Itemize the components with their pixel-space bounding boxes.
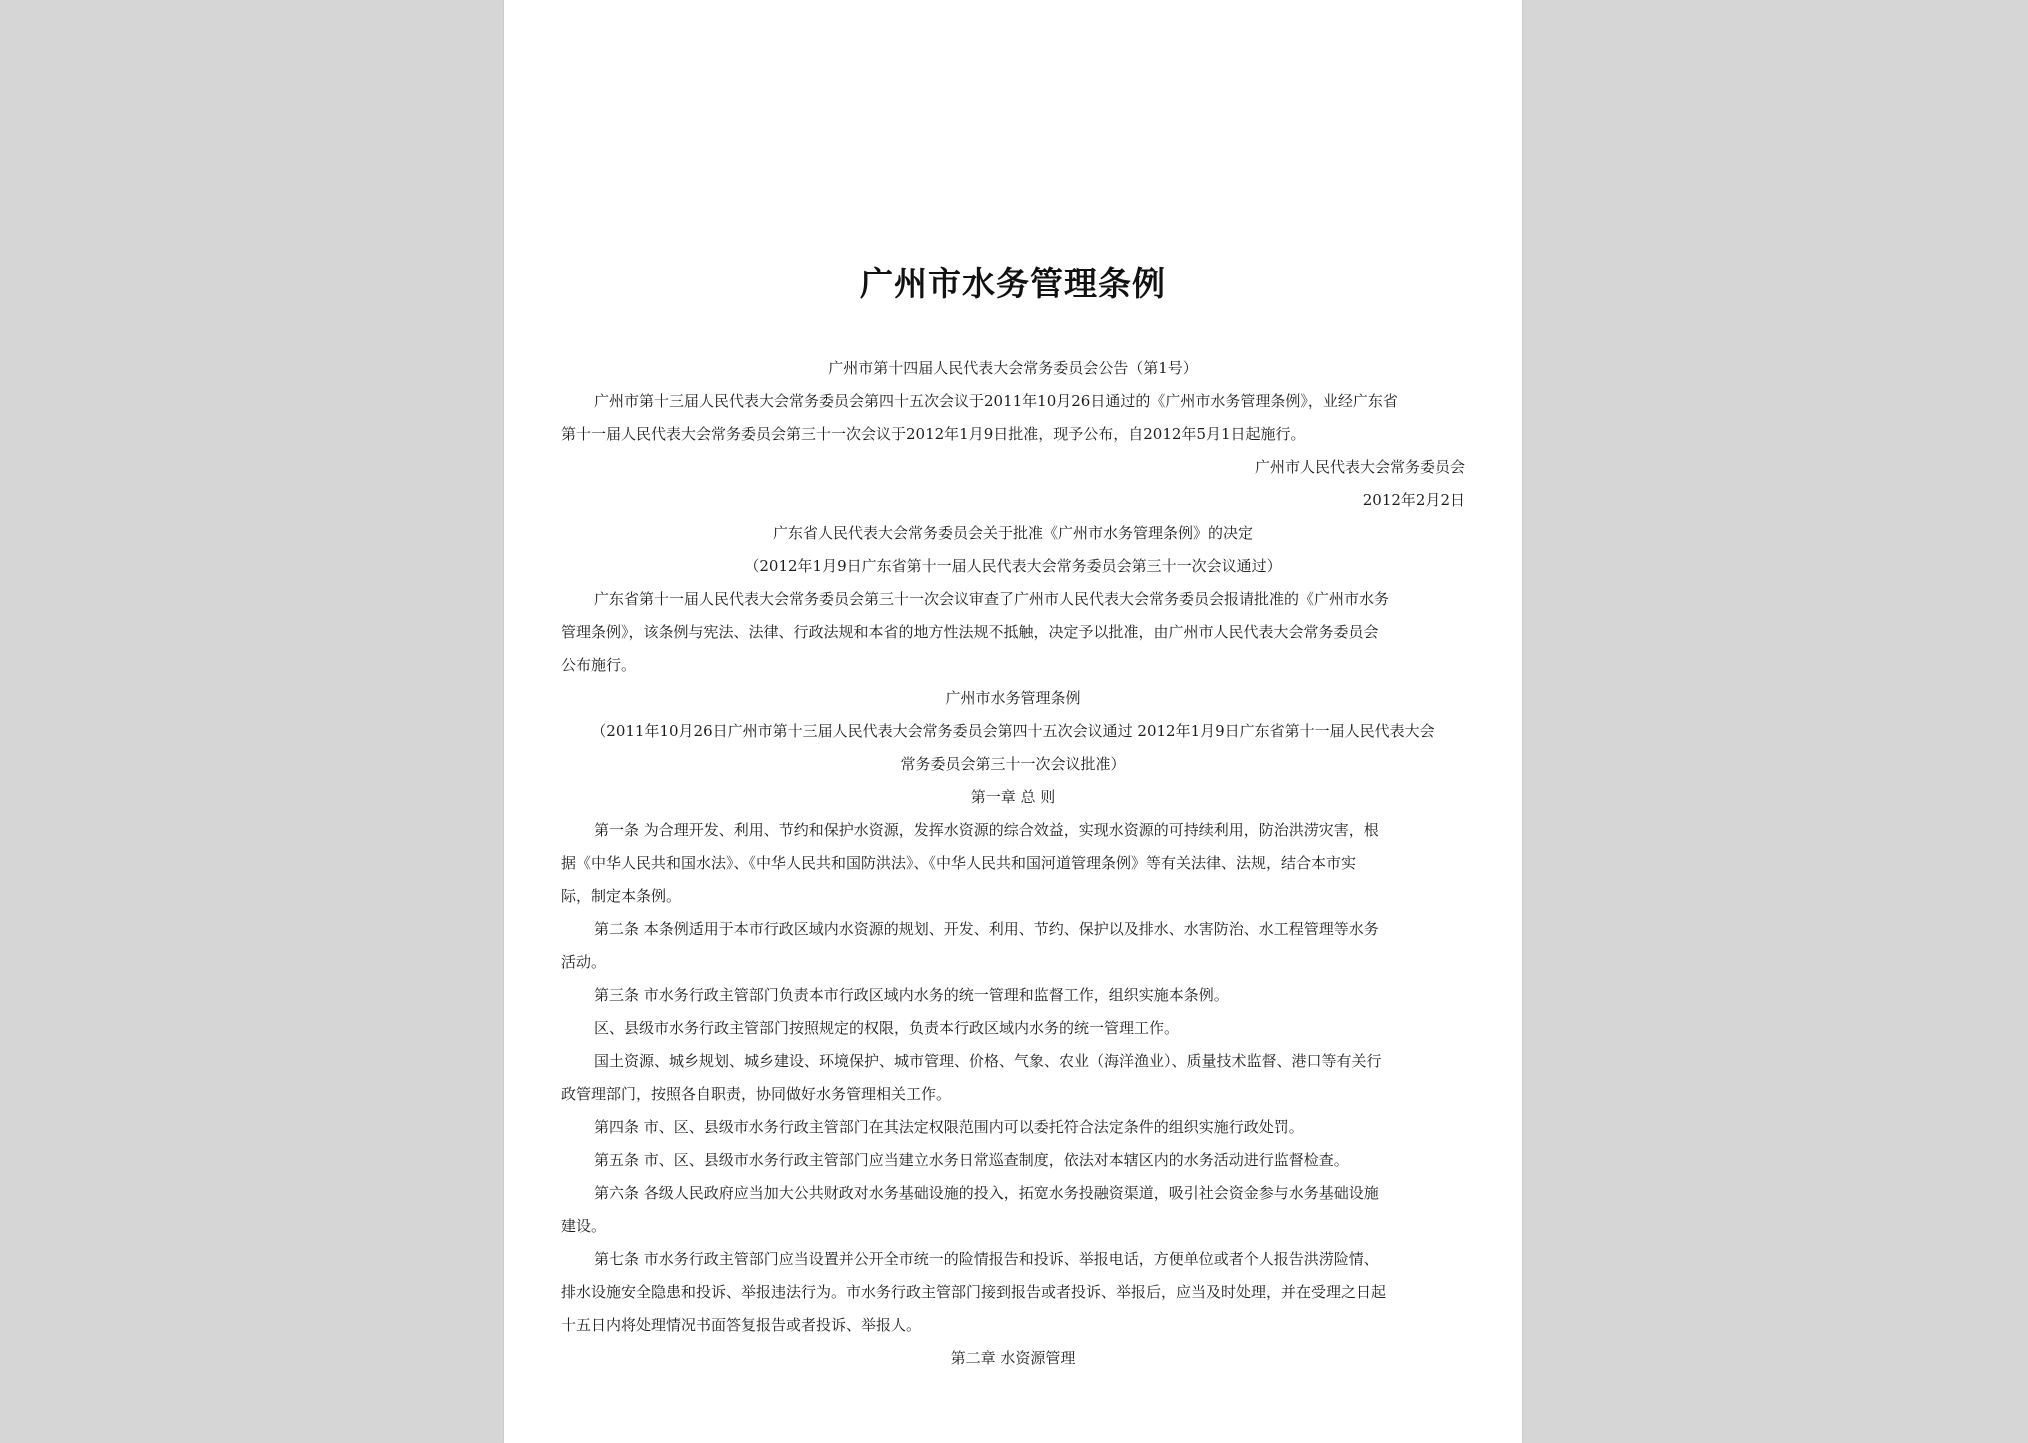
text-line: 活动。: [561, 953, 607, 971]
text-line: 广州市人民代表大会常务委员会: [1254, 458, 1465, 476]
text-line: 第三条 市水务行政主管部门负责本市行政区域内水务的统一管理和监督工作，组织实施本条例。: [594, 986, 1229, 1004]
text-line: 广东省人民代表大会常务委员会关于批准《广州市水务管理条例》的决定: [772, 524, 1253, 542]
text-line: 第二条 本条例适用于本市行政区域内水资源的规划、开发、利用、节约、保护以及排水、水害防治、水工程管理等水务: [594, 920, 1379, 938]
text-line: 际，制定本条例。: [561, 887, 682, 905]
text-line: （2012年1月9日广东省第十一届人民代表大会常务委员会第三十一次会议通过）: [744, 557, 1282, 575]
text-line: 第五条 市、区、县级市水务行政主管部门应当建立水务日常巡查制度，依法对本辖区内的水务活动进行监督检查。: [594, 1151, 1349, 1169]
text-line: 建设。: [561, 1217, 607, 1235]
text-line: 广州市第十三届人民代表大会常务委员会第四十五次会议于2011年10月26日通过的《广州市水务管理条例》，业经广东省: [594, 392, 1398, 410]
text-line: 第六条 各级人民政府应当加大公共财政对水务基础设施的投入，拓宽水务投融资渠道，吸引社会资金参与水务基础设施: [594, 1184, 1379, 1202]
text-line: （2011年10月26日广州市第十三届人民代表大会常务委员会第四十五次会议通过 2012年1月9日广东省第十一届人民代表大会: [591, 722, 1435, 740]
text-line: 第四条 市、区、县级市水务行政主管部门在其法定权限范围内可以委托符合法定条件的组织实施行政处罚。: [594, 1118, 1304, 1136]
text-line: 据《中华人民共和国水法》、《中华人民共和国防洪法》、《中华人民共和国河道管理条例》等有关法律、法规，结合本市实: [561, 854, 1357, 872]
text-line: 第一条 为合理开发、利用、节约和保护水资源，发挥水资源的综合效益，实现水资源的可持续利用，防治洪涝灾害，根: [594, 821, 1379, 839]
text-line: 十五日内将处理情况书面答复报告或者投诉、举报人。: [561, 1316, 922, 1334]
text-line: 第七条 市水务行政主管部门应当设置并公开全市统一的险情报告和投诉、举报电话，方便单位或者个人报告洪涝险情、: [594, 1250, 1379, 1268]
text-line: 区、县级市水务行政主管部门按照规定的权限，负责本行政区域内水务的统一管理工作。: [594, 1019, 1180, 1037]
document-page: [504, 0, 1522, 1443]
text-line: 常务委员会第三十一次会议批准）: [900, 755, 1126, 773]
text-line: 广州市第十四届人民代表大会常务委员会公告（第1号）: [828, 359, 1198, 377]
text-line: 2012年2月2日: [1362, 491, 1465, 509]
text-line: 第一章 总 则: [970, 788, 1056, 806]
text-line: 第二章 水资源管理: [950, 1349, 1076, 1367]
text-line: 广州市水务管理条例: [945, 689, 1081, 707]
text-line: 国土资源、城乡规划、城乡建设、环境保护、城市管理、价格、气象、农业（海洋渔业）、质量技术监督、港口等有关行: [594, 1052, 1382, 1070]
text-line: 公布施行。: [561, 656, 637, 674]
text-line: 广东省第十一届人民代表大会常务委员会第三十一次会议审查了广州市人民代表大会常务委员会报请批准的《广州市水务: [594, 590, 1390, 608]
document-body: [561, 352, 1465, 1375]
text-line: 政管理部门，按照各自职责，协同做好水务管理相关工作。: [561, 1085, 952, 1103]
text-line: 管理条例》，该条例与宪法、法律、行政法规和本省的地方性法规不抵触，决定予以批准，由广州市人民代表大会常务委员会: [561, 623, 1379, 641]
document-title: 广州市水务管理条例: [860, 264, 1166, 303]
text-line: 排水设施安全隐患和投诉、举报违法行为。市水务行政主管部门接到报告或者投诉、举报后，应当及时处理，并在受理之日起: [561, 1283, 1387, 1301]
text-line: 第十一届人民代表大会常务委员会第三十一次会议于2012年1月9日批准，现予公布，自2012年5月1日起施行。: [561, 425, 1306, 443]
